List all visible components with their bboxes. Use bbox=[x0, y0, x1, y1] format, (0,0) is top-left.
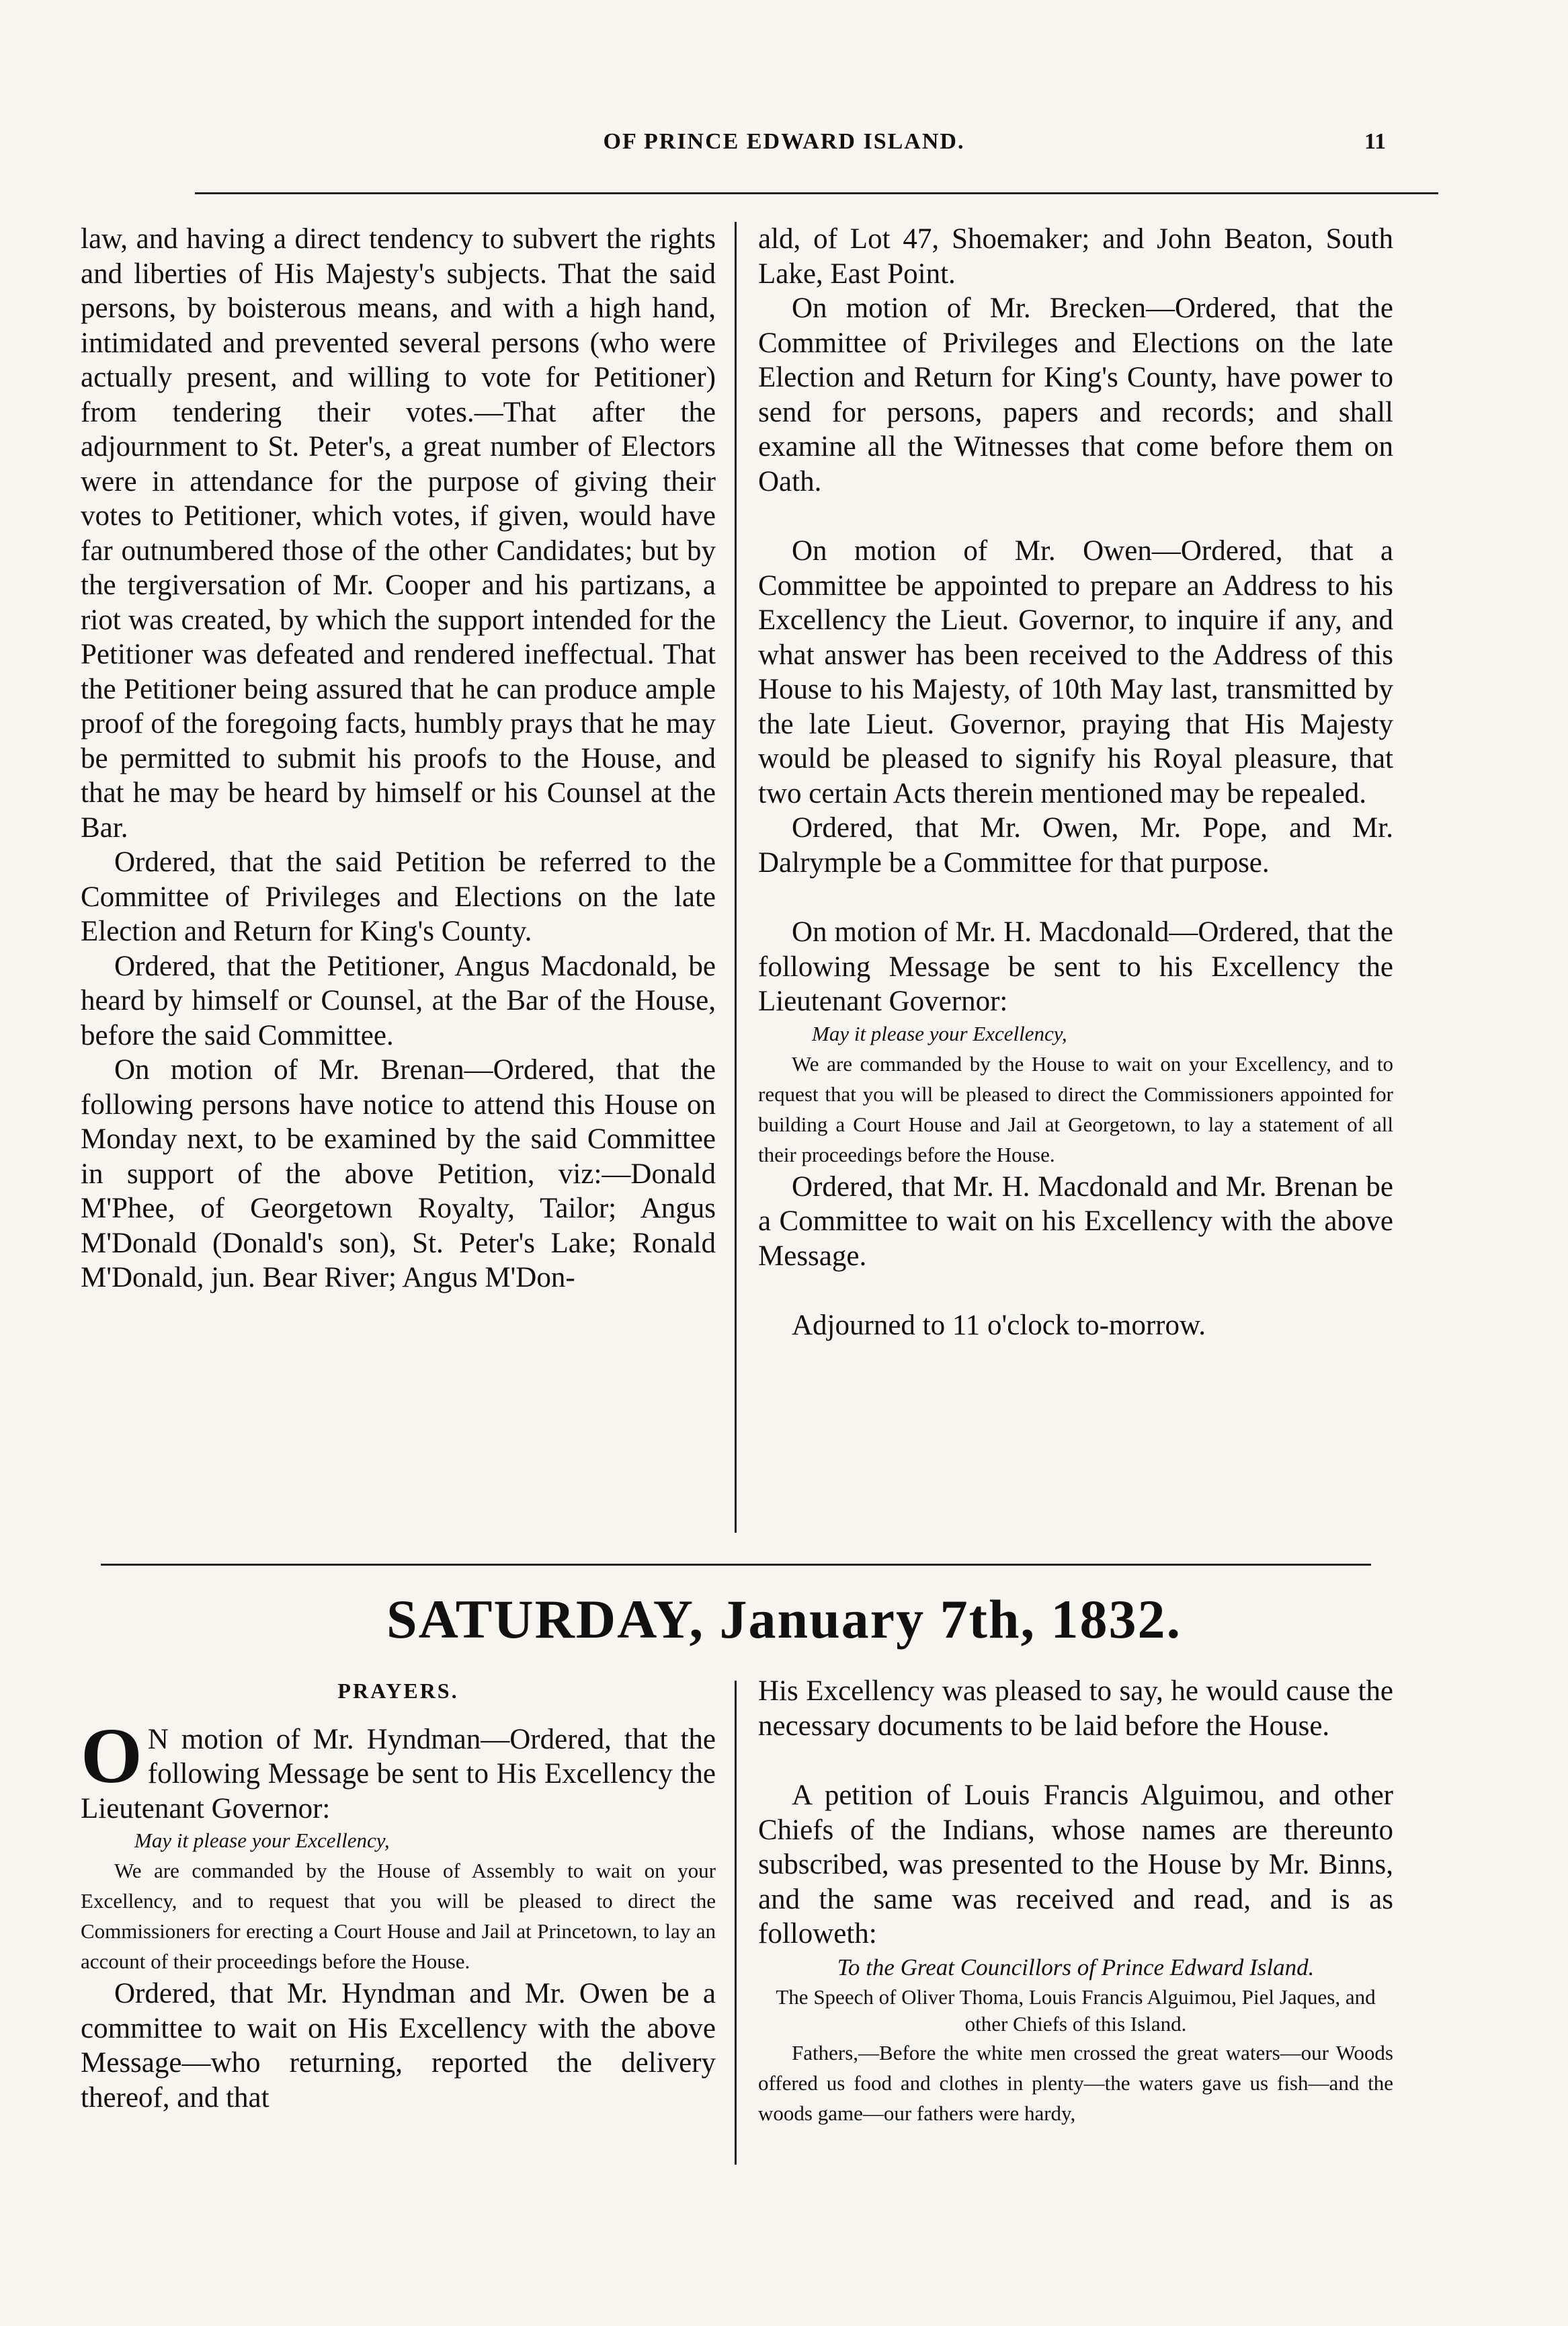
running-title: OF PRINCE EDWARD ISLAND. bbox=[603, 129, 965, 154]
paragraph: On motion of Mr. Brenan—Ordered, that the following persons have notice to attend this House on Monday next, to be examined by the said Committee in support of the above Petition, viz:—Donald M'Phee, of Georgetown Royalty, Tailor; Angus M'Donald (Donald's son), St. Peter's Lake; Ronald M'Donald, jun. Bear River; Angus M'Don- bbox=[81, 1054, 716, 1293]
paragraph-text: N motion of Mr. Hyndman—Ordered, that the following Message be sent to His Excellency the Lieutenant Governor: bbox=[81, 1723, 716, 1824]
top-left-column bbox=[81, 222, 716, 1295]
paragraph: Adjourned to 11 o'clock to-morrow. bbox=[792, 1310, 1206, 1341]
paragraph: Ordered, that Mr. Hyndman and Mr. Owen be a committee to wait on His Excellency with the above Message—who returning, reported the delivery thereof, and that bbox=[81, 1978, 716, 2114]
paragraph: Ordered, that Mr. Owen, Mr. Pope, and Mr. Dalrymple be a Committee for that purpose. bbox=[758, 812, 1393, 879]
quoted-message: Fathers,—Before the white men crossed the great waters—our Woods offered us food and clothes in plenty—the waters gave us fish—and the woods game—our fathers were hardy, bbox=[758, 2040, 1393, 2125]
quoted-message: We are commanded by the House of Assembly to wait on your Excellency, and to request that you will be pleased to direct the Commissioners for erecting a Court House and Jail at Princetown, to lay an account of their proceedings before the House. bbox=[81, 1859, 716, 1973]
paragraph: On motion of Mr. Owen—Ordered, that a Committee be appointed to prepare an Address to his Excellency the Lieut. Governor, to inquire if any, and what answer has been received to the Address of this House to his Majesty, of 10th May last, transmitted by the late Lieut. Governor, praying that His Majesty would be pleased to signify his Royal pleasure, that two certain Acts therein mentioned may be repealed. bbox=[758, 535, 1393, 809]
paragraph: law, and having a direct tendency to subvert the rights and liberties of His Majesty's subjects. That the said persons, by boisterous means, and with a high hand, intimidated and prevented several persons (who were actually present, and willing to vote for Petitioner) from tendering their votes.—That after the adjournment to St. Peter's, a great number of Electors were in attendance for the purpose of giving their votes to Petitioner, which votes, if given, would have far outnumbered those of the other Candidates; but by the tergiversation of Mr. Cooper and his partizans, a riot was created, by which the support intended for the Petitioner was defeated and rendered ineffectual. That the Petitioner being assured that he can produce ample proof of the foregoing facts, humbly prays that he may be permitted to submit his proofs to the House, and that he may be heard by himself or his Counsel at the Bar. bbox=[81, 223, 716, 844]
paragraph: ald, of Lot 47, Shoemaker; and John Beaton, South Lake, East Point. bbox=[758, 223, 1393, 290]
header-rule bbox=[195, 192, 1438, 194]
spacer bbox=[758, 1273, 1393, 1308]
salutation: May it please your Excellency, bbox=[812, 1021, 1067, 1045]
prayers-label: PRAYERS. bbox=[337, 1679, 459, 1703]
date-heading: SATURDAY, January 7th, 1832. bbox=[386, 1589, 1182, 1650]
bottom-column-divider bbox=[735, 1681, 737, 2165]
drop-cap: O bbox=[81, 1711, 142, 1800]
spacer bbox=[758, 880, 1393, 915]
paragraph: Ordered, that the Petitioner, Angus Macdonald, be heard by himself or Counsel, at the Bar of the House, before the said Committee. bbox=[81, 950, 716, 1051]
top-right-column bbox=[758, 222, 1393, 1343]
paragraph: Ordered, that Mr. H. Macdonald and Mr. Brenan be a Committee to wait on his Excellency with the above Message. bbox=[758, 1170, 1393, 1272]
bottom-left-column bbox=[81, 1674, 716, 2115]
address-caption: To the Great Councillors of Prince Edward Island. bbox=[837, 1954, 1315, 1980]
spacer bbox=[81, 1709, 716, 1722]
top-column-divider bbox=[735, 222, 737, 1533]
salutation: May it please your Excellency, bbox=[134, 1829, 390, 1852]
paragraph: His Excellency was pleased to say, he would cause the necessary documents to be laid before the House. bbox=[758, 1675, 1393, 1742]
paragraph: On motion of Mr. Brecken—Ordered, that the Committee of Privileges and Elections on the late Election and Return for King's County, have power to send for persons, papers and records; and shall examine all the Witnesses that come before them on Oath. bbox=[758, 292, 1393, 497]
section-rule bbox=[101, 1564, 1371, 1566]
opening-paragraph bbox=[81, 1711, 716, 1827]
paragraph: A petition of Louis Francis Alguimou, and other Chiefs of the Indians, whose names are thereunto subscribed, was presented to the House by Mr. Binns, and the same was received and read, and is as followeth: bbox=[758, 1779, 1393, 1950]
quoted-message: We are commanded by the House to wait on your Excellency, and to request that you will be pleased to direct the Commissioners appointed for building a Court House and Jail at Georgetown, to lay a statement of all their proceedings before the House. bbox=[758, 1051, 1393, 1166]
page-number: 11 bbox=[1364, 129, 1387, 154]
paragraph: On motion of Mr. H. Macdonald—Ordered, that the following Message be sent to his Excellency the Lieutenant Governor: bbox=[758, 916, 1393, 1017]
paragraph: Ordered, that the said Petition be referred to the Committee of Privileges and Elections on the late Election and Return for King's County. bbox=[81, 846, 716, 947]
spacer bbox=[758, 1743, 1393, 1778]
speech-heading: The Speech of Oliver Thoma, Louis Francis Alguimou, Piel Jaques, and other Chiefs of this Island. bbox=[776, 1984, 1376, 2036]
bottom-right-column bbox=[758, 1674, 1393, 2128]
spacer bbox=[758, 499, 1393, 534]
